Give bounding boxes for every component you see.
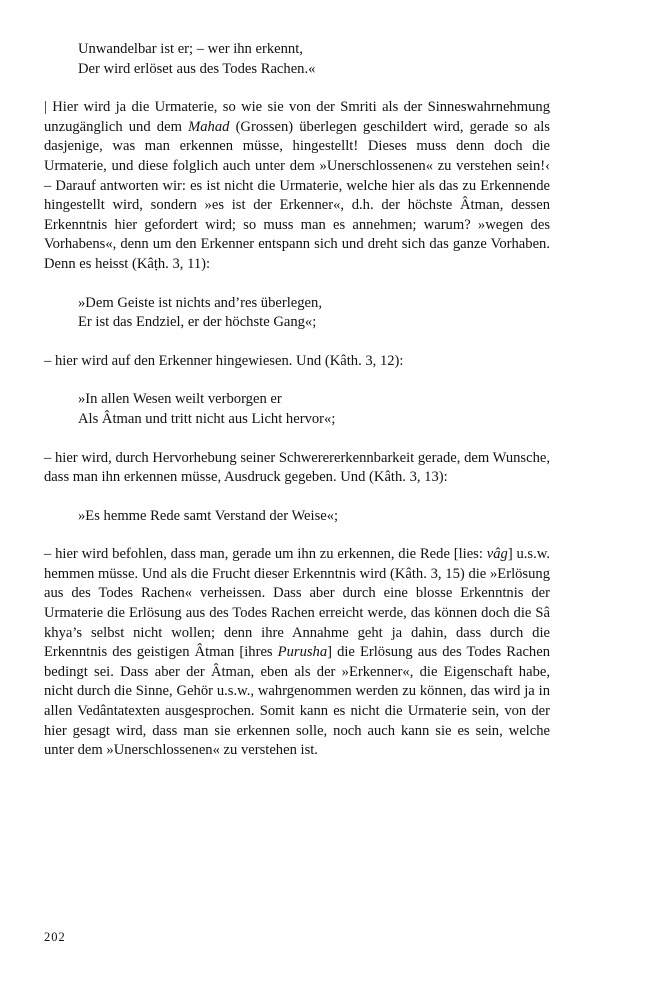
verse-quote-4 bbox=[44, 507, 550, 527]
paragraph-text: | Hier wird ja die Urmaterie, so wie sie von der Smriti als der Sinneswahrnehmung unzugänglich und dem bbox=[44, 99, 550, 135]
italic-term-vag: vâg bbox=[486, 546, 508, 563]
page-body bbox=[44, 40, 550, 761]
verse-line: »In allen Wesen weilt verborgen er bbox=[78, 391, 282, 408]
verse-quote-3 bbox=[44, 390, 550, 429]
verse-quote-2 bbox=[44, 294, 550, 333]
paragraph-text: ] die Erlösung aus des Todes Rachen bedingt sei. Dass aber der Âtman, eben als der »Erkenner«, die Eigenschaft habe, nicht durch die Sinne, Gehör u.s.w., wahrgenommen werden zu können, das wird ja in allen Vedântatexten ausgesprochen. Somit kann es nicht die Urmaterie sein, von der hier gesagt wird, dass man sie erkennen solle, noch auch kann sie es sein, welche unter dem »Unerschlossenen« zu verstehen ist. bbox=[44, 644, 550, 759]
paragraph-3: – hier wird, durch Hervorhebung seiner Schwerererkennbarkeit gerade, dem Wunsche, dass man ihn erkennen müsse, Ausdruck gegeben. Und (Kâth. 3, 13): bbox=[44, 449, 550, 486]
paragraph-text: ] u.s.w. hemmen müsse. Und als die Frucht dieser Erkenntnis wird (Kâth. 3, 15) die »Erlösung aus des Todes Rachen« verheissen. Dass aber durch eine blosse Erkenntnis der Urmaterie die Erlösung aus des Todes Rachen erreicht werde, das können doch die Sâ khya’s selbst nicht wollen; denn ihre Annahme geht ja dahin, dass durch die Erkenntnis des geistigen Âtman [ihres bbox=[44, 546, 550, 661]
paragraph-text: – hier wird befohlen, dass man, gerade um ihn zu erkennen, die Rede [lies: bbox=[44, 546, 487, 563]
verse-line: Als Âtman und tritt nicht aus Licht hervor«; bbox=[78, 410, 336, 427]
paragraph-4 bbox=[44, 545, 550, 761]
verse-line: Er ist das Endziel, er der höchste Gang«; bbox=[78, 314, 317, 331]
verse-line: Unwandelbar ist er; – wer ihn erkennt, bbox=[78, 41, 303, 57]
page-number: 202 bbox=[44, 930, 66, 944]
italic-term-mahad: Mahad bbox=[188, 118, 230, 135]
verse-line: Der wird erlöset aus des Todes Rachen.« bbox=[78, 60, 316, 77]
verse-line: »Dem Geiste ist nichts and’res überlegen, bbox=[78, 294, 322, 311]
paragraph-text: (Grossen) überlegen geschildert wird, gerade so als dasjenige, was man erkennen müsse, hingestellt! Dieses muss denn doch die Urmaterie, und diese folglich auch unter dem »Unerschlossenen« zu verstehen sein!‹ – Darauf antworten wir: es ist nicht die Urmaterie, welche hier als das zu Erkennende hingestellt wird, sondern »es ist der Erkenner«, d.h. der höchste Âtman, dessen Erkenntnis hier gefordert wird; so muss man es annehmen; warum? »wegen des Vorhabens«, denn um den Erkenner entspann sich und dreht sich das ganze Vorhaben. Denn es heisst (Kâṭh. 3, 11): bbox=[44, 118, 550, 272]
verse-line: »Es hemme Rede samt Verstand der Weise«; bbox=[78, 507, 339, 524]
italic-term-purusha: Purusha bbox=[277, 644, 328, 661]
paragraph-2: – hier wird auf den Erkenner hingewiesen. Und (Kâth. 3, 12): bbox=[44, 352, 404, 369]
paragraph-1 bbox=[44, 98, 550, 274]
verse-quote-1 bbox=[44, 40, 550, 79]
